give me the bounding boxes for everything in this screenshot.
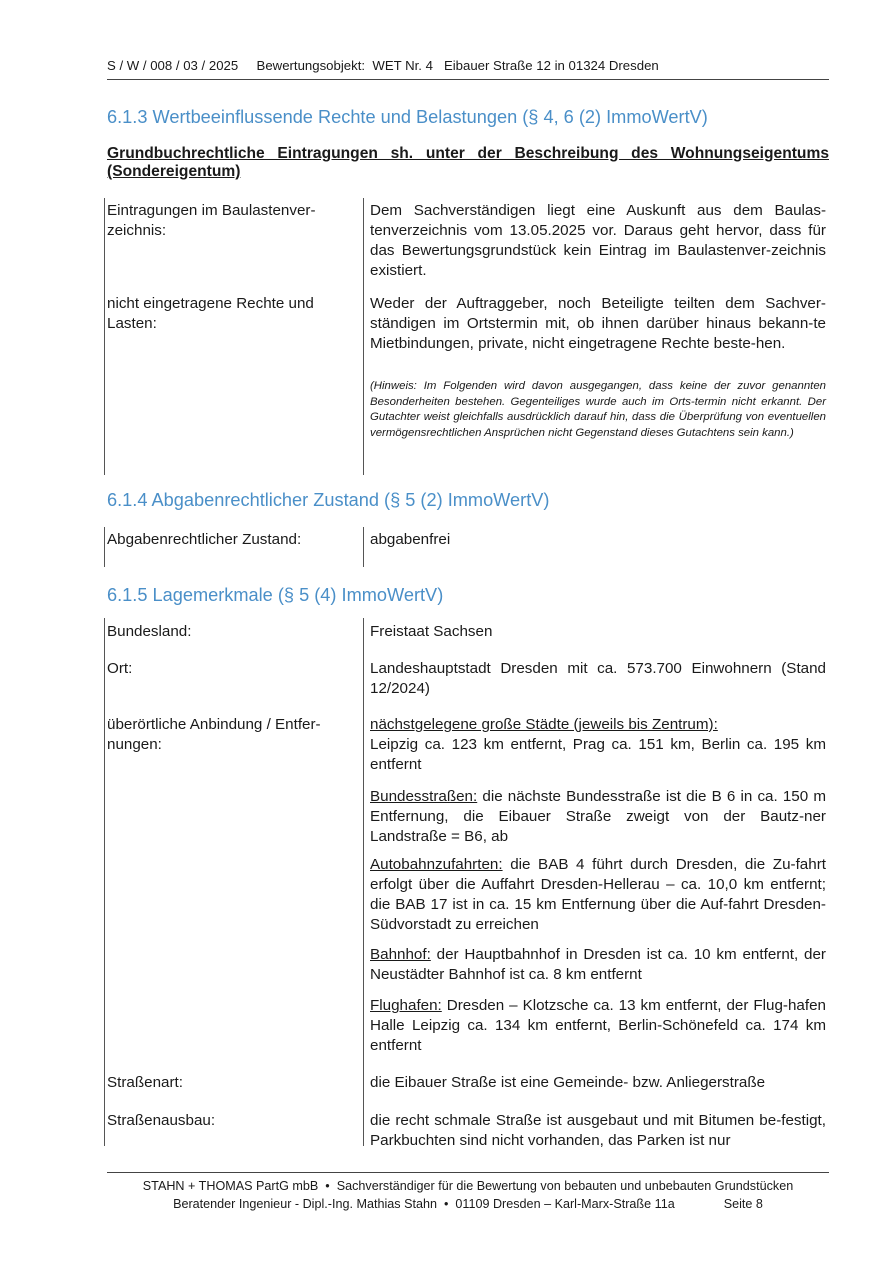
value-autobahn — [370, 855, 826, 935]
value-flughafen — [370, 996, 826, 1056]
flughafen-text: Dresden – Klotzsche ca. 13 km entfernt, der Flug-hafen Halle Leipzig ca. 134 km entfernt, Berlin-Schönefeld ca. 174 km entfernt — [370, 997, 826, 1054]
bundesstrassen-text: die nächste Bundesstraße ist die B 6 in ca. 150 m Entfernung, die Eibauer Straße zweigt von der Bautz-ner Landstraße = B6, ab — [370, 788, 826, 845]
table-divider — [363, 198, 364, 475]
object-value: WET Nr. 4 Eibauer Straße 12 in 01324 Dresden — [372, 58, 659, 73]
header-rule — [107, 79, 829, 80]
table-divider — [363, 618, 364, 1146]
footer-line-2: Beratender Ingenieur - Dipl.-Ing. Mathias Stahn • 01109 Dresden – Karl-Marx-Straße 11a — [173, 1197, 675, 1211]
subheading-grundbuch-line2: (Sondereigentum) — [107, 163, 241, 180]
label-ort: Ort: — [107, 660, 133, 677]
value-bahnhof — [370, 945, 826, 985]
table-left-border — [104, 618, 105, 1146]
label-strassenausbau: Straßenausbau: — [107, 1112, 216, 1129]
footer-line-2-wrap — [107, 1195, 829, 1213]
value-strassenart: die Eibauer Straße ist eine Gemeinde- bzw. Anliegerstraße — [370, 1074, 766, 1091]
table-divider — [363, 527, 364, 567]
section-heading-6-1-4: 6.1.4 Abgabenrechtlicher Zustand (§ 5 (2) ImmoWertV) — [107, 490, 550, 510]
staedte-text: Leipzig ca. 123 km entfernt, Prag ca. 151 km, Berlin ca. 195 km entfernt — [370, 736, 826, 773]
flughafen-heading: Flughafen: — [370, 997, 442, 1014]
bahnhof-text: der Hauptbahnhof in Dresden ist ca. 10 km entfernt, der Neustädter Bahnhof ist ca. 8 km entfernt — [370, 946, 826, 983]
label-bundesland: Bundesland: — [107, 623, 192, 640]
value-strassenausbau: die recht schmale Straße ist ausgebaut und mit Bitumen be-festigt, Parkbuchten sind nicht vorhanden, das Parken ist nur — [370, 1112, 826, 1149]
subheading-grundbuch-line1: Grundbuchrechtliche Eintragungen sh. unter der Beschreibung des Wohnungseigentums — [107, 145, 829, 162]
value-baulasten: Dem Sachverständigen liegt eine Auskunft aus dem Baulas-tenverzeichnis vom 13.05.2025 vor. Daraus geht hervor, dass für das Bewertungsgrundstück kein Eintrag im Baulastenver-zeichnis existiert. — [370, 202, 826, 279]
label-strassenart: Straßenart: — [107, 1074, 183, 1091]
value-abgabenrechtlicher-zustand: abgabenfrei — [370, 531, 451, 548]
label-anbindung: überörtliche Anbindung / Entfer-nungen: — [107, 716, 321, 753]
footer-line-1: STAHN + THOMAS PartG mbB • Sachverständiger für die Bewertung von bebauten und unbebauten Grundstücken — [142, 1179, 794, 1193]
value-nicht-eingetragene-rechte: Weder der Auftraggeber, noch Beteiligte teilten dem Sachver-ständigen im Ortstermin mit, ob ihnen darüber hinaus bekann-te Mietbindungen, private, nicht eingetragene Rechte beste-hen. — [370, 295, 826, 352]
bundesstrassen-heading: Bundesstraßen: — [370, 788, 478, 805]
value-staedte — [370, 715, 826, 775]
bahnhof-heading: Bahnhof: — [370, 946, 431, 963]
label-nicht-eingetragene-rechte: nicht eingetragene Rechte und Lasten: — [107, 295, 314, 332]
object-label: Bewertungsobjekt: — [256, 58, 366, 73]
section-heading-6-1-5: 6.1.5 Lagemerkmale (§ 5 (4) ImmoWertV) — [107, 585, 444, 605]
value-bundesstrassen — [370, 787, 826, 847]
value-bundesland: Freistaat Sachsen — [370, 623, 493, 640]
label-abgabenrechtlicher-zustand: Abgabenrechtlicher Zustand: — [107, 531, 302, 548]
staedte-heading: nächstgelegene große Städte (jeweils bis Zentrum): — [370, 716, 718, 733]
hinweis-note: (Hinweis: Im Folgenden wird davon ausgegangen, dass keine der zuvor genannten Besonderheiten bestehen. Gegenteiliges wurde auch im Orts-termin nicht erkannt. Der Gutachter weist gleichfalls ausdrücklich darauf hin, dass die Überprüfung von eventuellen vermögensrechtlichen Ansprüchen nicht Gegenstand dieses Gutachtens sein kann.) — [370, 380, 826, 439]
value-ort: Landeshauptstadt Dresden mit ca. 573.700 Einwohnern (Stand 12/2024) — [370, 660, 826, 697]
table-left-border — [104, 527, 105, 567]
table-left-border — [104, 198, 105, 475]
page-number: Seite 8 — [723, 1197, 763, 1211]
page-footer — [107, 1177, 829, 1213]
page-header — [107, 58, 827, 73]
section-heading-6-1-3: 6.1.3 Wertbeeinflussende Rechte und Belastungen (§ 4, 6 (2) ImmoWertV) — [107, 107, 708, 127]
footer-rule — [107, 1172, 829, 1173]
autobahn-text: die BAB 4 führt durch Dresden, die Zu-fahrt erfolgt über die Auffahrt Dresden-Hellerau – ca. 10,0 km entfernt; die BAB 17 ist in ca. 15 km Entfernung über die Auf-fahrt Dresden-Südvorstadt zu erreichen — [370, 856, 826, 933]
autobahn-heading: Autobahnzufahrten: — [370, 856, 503, 873]
document-reference: S / W / 008 / 03 / 2025 — [107, 58, 239, 73]
label-baulasten: Eintragungen im Baulastenver-zeichnis: — [107, 202, 316, 239]
